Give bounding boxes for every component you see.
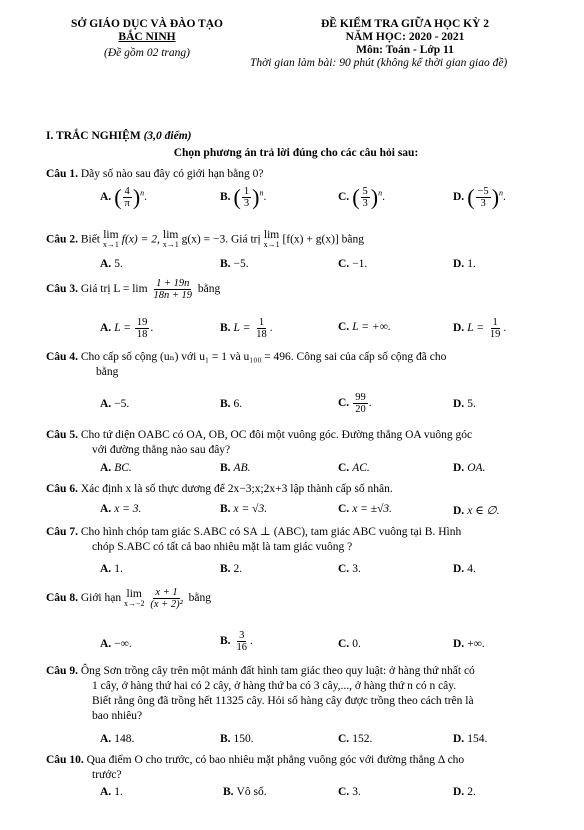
q6-option-a[interactable]: A. x = 3. <box>100 503 142 515</box>
q10-option-d[interactable]: D. 2. <box>453 786 476 798</box>
time-note: Thời gian làm bài: 90 phút (không kể thời gian giao đề) <box>250 57 508 69</box>
q9-option-b[interactable]: B. 150. <box>220 733 254 745</box>
q4-option-b[interactable]: B. 6. <box>220 398 243 410</box>
q5-option-b[interactable]: B. AB. <box>220 462 251 474</box>
question-3: Câu 3. Giá trị L = lim $\frac{1 + 19n}{18n + 19}$ bằng <box>46 278 221 301</box>
question-5: Câu 5. Cho tứ diện OABC có OA, OB, OC đôi một vuông góc. Đường thẳng OA vuông góc với đường thẳng nào sau đây? <box>46 429 473 456</box>
q6-option-b[interactable]: B. x = √3. <box>220 503 268 515</box>
question-label: Câu 1. <box>46 168 78 180</box>
q3-option-a[interactable]: A. L = $\frac{19}{18}$ . <box>100 317 154 340</box>
q7-option-d[interactable]: D. 4. <box>453 563 476 575</box>
header-org: SỞ GIÁO DỤC VÀ ĐÀO TẠO <box>71 18 223 30</box>
q10-option-a[interactable]: A. 1. <box>100 786 123 798</box>
q1-option-a[interactable]: A. ( $\frac{4}{\pi}$ )$^n$. <box>100 184 148 210</box>
q7-option-a[interactable]: A. 1. <box>100 563 123 575</box>
q4-option-d[interactable]: D. 5. <box>453 398 476 410</box>
question-4: Câu 4. Cho cấp số cộng (uₙ) với u₁ = 1 và u₁₀₀ = 496. Công sai của cấp số cộng đã cho bằng <box>46 351 447 378</box>
header-pages-note: (Đề gồm 02 trang) <box>104 47 190 59</box>
section-instruction: Chọn phương án trả lời đúng cho các câu hỏi sau: <box>173 147 419 159</box>
q4-option-a[interactable]: A. −5. <box>100 398 130 410</box>
q2-option-b[interactable]: B. −5. <box>220 258 249 270</box>
q10-option-b[interactable]: B. Vô số. <box>223 786 267 798</box>
q7-option-b[interactable]: B. 2. <box>220 563 243 575</box>
q8-option-c[interactable]: C. 0. <box>338 638 361 650</box>
question-9: Câu 9. Ông Sơn trồng cây trên một mảnh đất hình tam giác theo quy luật: ở hàng thứ nhất có 1 cây, ở hàng thứ hai có 2 cây, ở hàng thứ ba có 3 cây,..., ở hàng thứ n có n cây. Biết rằng ông đã trồng hết 11325 cây. Hỏi số hàng cây được trồng theo cách trên là bao nhiêu? <box>46 665 475 722</box>
q9-option-a[interactable]: A. 148. <box>100 733 135 745</box>
q3-option-c[interactable]: C. L = +∞. <box>338 321 391 333</box>
q10-option-c[interactable]: C. 3. <box>338 786 361 798</box>
q2-option-a[interactable]: A. 5. <box>100 258 123 270</box>
q5-option-c[interactable]: C. AC. <box>338 462 370 474</box>
q6-option-c[interactable]: C. x = ±√3. <box>338 503 393 515</box>
question-7: Câu 7. Cho hình chóp tam giác S.ABC có SA ⊥ (ABC), tam giác ABC vuông tại B. Hình chóp S.ABC có tất cả bao nhiêu mặt là tam giác vuông ? <box>46 526 462 553</box>
q8-option-b[interactable]: B. $\frac{3}{16}$ . <box>220 630 253 653</box>
q4-option-c[interactable]: C. $\frac{99}{20}$ . <box>338 392 372 415</box>
q3-option-b[interactable]: B. L = $\frac{1}{18}$ . <box>220 317 273 340</box>
q9-option-c[interactable]: C. 152. <box>338 733 373 745</box>
q8-option-a[interactable]: A. −∞. <box>100 638 132 650</box>
q1-option-d[interactable]: D. ( $\frac{-5}{3}$ )$^n$. <box>453 184 506 210</box>
school-year: NĂM HỌC: 2020 - 2021 <box>345 31 465 43</box>
header-province: BẮC NINH <box>118 31 176 43</box>
q2-option-d[interactable]: D. 1. <box>453 258 476 270</box>
q1-option-c[interactable]: C. ( $\frac{5}{3}$ )$^n$. <box>338 184 385 210</box>
q9-option-d[interactable]: D. 154. <box>453 733 488 745</box>
q7-option-c[interactable]: C. 3. <box>338 563 361 575</box>
section-heading <box>46 130 191 142</box>
question-10: Câu 10. Qua điểm O cho trước, có bao nhiêu mặt phẳng vuông góc với đường thẳng Δ cho trước? <box>46 754 465 781</box>
subject: Môn: Toán - Lớp 11 <box>356 44 454 56</box>
q5-option-d[interactable]: D. OA. <box>453 462 486 474</box>
exam-title: ĐỀ KIỂM TRA GIỮA HỌC KỲ 2 <box>320 18 490 30</box>
q5-option-a[interactable]: A. BC. <box>100 462 132 474</box>
q6-option-d[interactable]: D. x ∈ ∅. <box>453 505 500 517</box>
q3-option-d[interactable]: D. L = $\frac{1}{19}$ . <box>453 317 507 340</box>
question-6: Câu 6. Xác định x là số thực dương để 2x−3;x;2x+3 lập thành cấp số nhân. <box>46 483 393 495</box>
section-title: I. TRẮC NGHIỆM <box>46 130 141 142</box>
question-text: Dãy số nào sau đây có giới hạn bằng 0? <box>80 168 264 180</box>
q2-option-c[interactable]: C. −1. <box>338 258 368 270</box>
q8-option-d[interactable]: D. +∞. <box>453 638 485 650</box>
section-score: (3,0 điểm) <box>143 130 192 142</box>
question-2: Câu 2. Biết lim x→1 f(x) = 2, lim x→1 g(x) = −3. Giá trị lim x→1 [f(x) + g(x)] bằng <box>46 229 364 249</box>
question-1 <box>46 167 546 182</box>
q1-option-b[interactable]: B. ( $\frac{1}{3}$ )$^n$. <box>220 184 267 210</box>
question-8: Câu 8. Giới hạn lim x→−2 $\frac{x + 1}{\text{(x + 2)²}}$ bằng <box>46 587 211 610</box>
